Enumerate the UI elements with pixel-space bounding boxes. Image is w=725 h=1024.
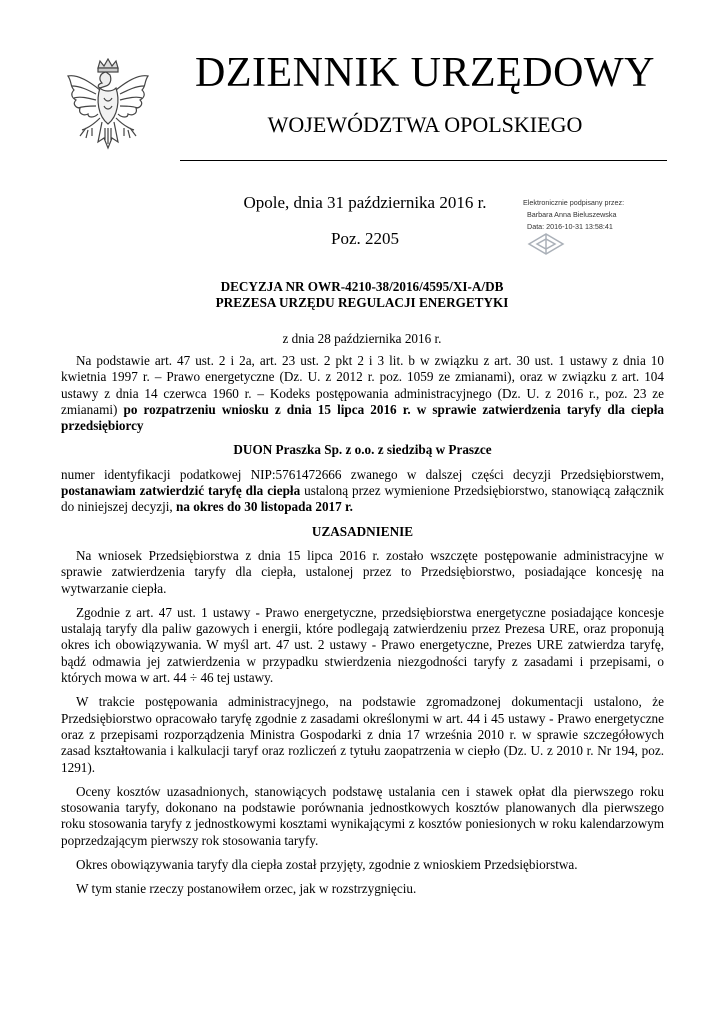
- ruling-bold-1: postanawiam zatwierdzić taryfę dla ciepła: [61, 483, 301, 499]
- decision-date: z dnia 28 października 2016 r.: [282, 331, 442, 346]
- paragraph-legal-basis: [61, 353, 664, 434]
- company-name: DUON Praszka Sp. z o.o. z siedzibą w Praszce: [233, 442, 492, 458]
- journal-subtitle: WOJEWÓDZTWA OPOLSKIEGO: [267, 112, 583, 137]
- legal-basis-text: Na podstawie art. 47 ust. 2 i 2a, art. 23 ust. 2 pkt 2 i 3 lit. b w związku z art. 30 ust. 1 ustawy z dnia 10 kwietnia 1997 r. – Prawo energetyczne (Dz. U. z 2012 r. poz. 1059 ze zmianami), oraz w związku z art. 104 ustawy z dnia 14 czerwca 1960 r. – Kodeks postępowania administracyjnego (Dz. U. z 2016 r., poz. 23 ze zmianami): [61, 353, 664, 417]
- decision-title: [62, 279, 662, 311]
- signature-date: Data: 2016-10-31 13:58:41: [527, 222, 613, 231]
- electronic-signature: [523, 197, 673, 233]
- paragraph-justification-5: Okres obowiązywania taryfy dla ciepła został przyjęty, zgodnie z wnioskiem Przedsiębiorstwa.: [76, 857, 578, 873]
- document-body: [61, 353, 664, 906]
- decision-issuer: PREZESA URZĘDU REGULACJI ENERGETYKI: [215, 295, 509, 310]
- legal-basis-bold: po rozpatrzeniu wniosku z dnia 15 lipca 2016 r. w sprawie zatwierdzenia taryfy dla ciepła przedsiębiorcy: [61, 401, 665, 434]
- paragraph-justification-2: Zgodnie z art. 47 ust. 1 ustawy - Prawo energetyczne, przedsiębiorstwa energetyczne posiadające koncesje ustalają taryfy dla paliw gazowych i energii, które podlegają zatwierdzeniu przez Prezesa URE, oraz proponują okres ich obowiązywania. W myśl art. 47 ust. 2 ustawy - Prawo energetyczne, Prezes URE zatwierdza taryfę, bądź odmawia jej zatwierdzenia w przypadku stwierdzenia niezgodności taryfy z zasadami i przepisami, o których mowa w art. 44 ÷ 46 tej ustawy.: [61, 604, 664, 686]
- signature-label: Elektronicznie podpisany przez:: [523, 198, 625, 207]
- eagle-emblem-icon: [62, 58, 154, 168]
- journal-title: DZIENNIK URZĘDOWY: [195, 50, 655, 96]
- signature-seal-icon: [527, 232, 565, 256]
- issue-position: Poz. 2205: [331, 229, 399, 248]
- justification-heading: UZASADNIENIE: [311, 523, 414, 539]
- paragraph-justification-3: W trakcie postępowania administracyjnego, na podstawie zgromadzonej dokumentacji ustalono, że Przedsiębiorstwo opracowało taryfę zgodnie z zasadami określonymi w art. 44 i 45 ustawy - Prawo energetyczne oraz z przepisami rozporządzenia Ministra Gospodarki z dnia 17 września 2010 r. w sprawie szczegółowych zasad kształtowania i kalkulacji taryf oraz rozliczeń z tytułu zaopatrzenia w ciepło (Dz. U. z 2010 r. Nr 194, poz. 1291).: [61, 694, 664, 775]
- decision-number: DECYZJA NR OWR-4210-38/2016/4595/XI-A/DB: [220, 279, 504, 294]
- paragraph-conclusion: W tym stanie rzeczy postanowiłem orzec, jak w rozstrzygnięciu.: [76, 881, 417, 897]
- masthead-divider: [180, 160, 667, 161]
- signature-signer: Barbara Anna Bieluszewska: [527, 210, 617, 219]
- ruling-text-b: ustaloną przez wymienione Przedsiębiorstwo, stanowiącą załącznik do niniejszej decyzji,: [61, 483, 664, 515]
- paragraph-ruling: [61, 467, 664, 516]
- paragraph-justification-4: Oceny kosztów uzasadnionych, stanowiących podstawę ustalania cen i stawek opłat dla pierwszego roku stosowania taryfy, dokonano na podstawie porównania jednostkowych kosztów planowanych dla pierwszego roku stosowania taryfy z jednostkowymi kosztami wynikającymi z kosztów poniesionych w roku kalendarzowym poprzedzającym pierwszy rok stosowania taryfy.: [61, 783, 664, 848]
- issue-place-date: Opole, dnia 31 października 2016 r.: [243, 193, 487, 212]
- ruling-text-a: numer identyfikacji podatkowej NIP:5761472666 zwanego w dalszej części decyzji Przedsiębiorstwem,: [61, 466, 664, 482]
- paragraph-justification-1: Na wniosek Przedsiębiorstwa z dnia 15 lipca 2016 r. zostało wszczęte postępowanie administracyjne w sprawie zatwierdzenia taryfy dla ciepła, ustalonej przez to Przedsiębiorstwo, posiadające koncesję na wytwarzanie ciepła.: [61, 547, 664, 596]
- ruling-bold-2: na okres do 30 listopada 2017 r.: [176, 499, 353, 515]
